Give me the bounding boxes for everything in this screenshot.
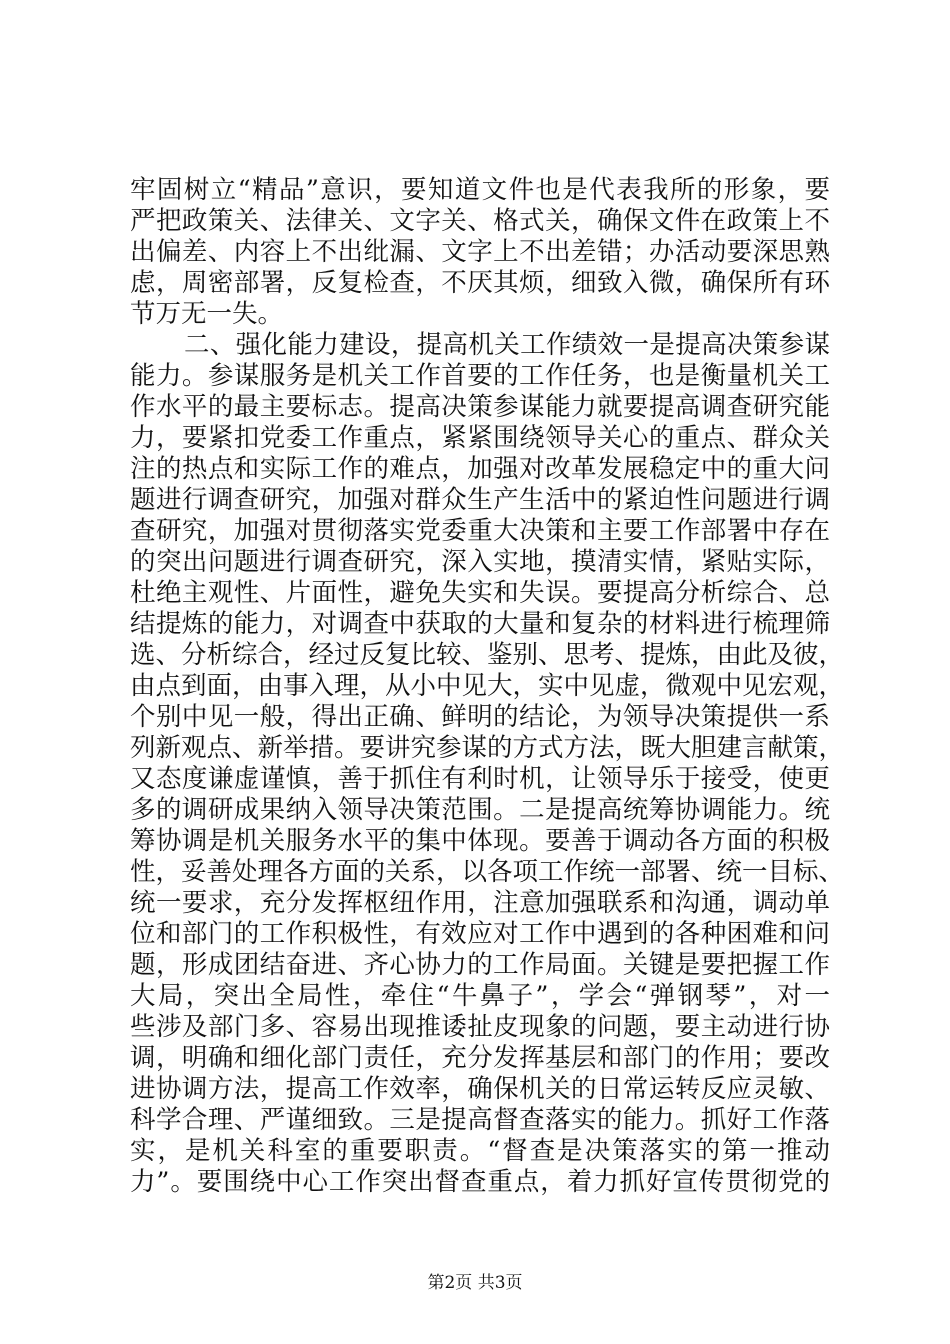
text-line: 注的热点和实际工作的难点，加强对改革发展稳定中的重大问 (130, 454, 830, 484)
text-line: 虑，周密部署，反复检查，不厌其烦，细致入微，确保所有环 (130, 268, 830, 298)
text-line: 能力。参谋服务是机关工作首要的工作任务，也是衡量机关工 (130, 361, 830, 391)
text-line: 又态度谦虚谨慎，善于抓住有利时机，让领导乐于接受，使更 (130, 764, 830, 794)
text-line: 科学合理、严谨细致。三是提高督查落实的能力。抓好工作落 (130, 1105, 830, 1135)
text-line: 性，妥善处理各方面的关系，以各项工作统一部署、统一目标、 (130, 857, 845, 887)
text-line: 进协调方法，提高工作效率，确保机关的日常运转反应灵敏、 (130, 1074, 830, 1104)
text-line: 实，是机关科室的重要职责。“督查是决策落实的第一推动 (130, 1136, 830, 1166)
body-text (130, 175, 845, 1198)
text-line: 个别中见一般，得出正确、鲜明的结论，为领导决策提供一系 (130, 702, 830, 732)
text-line: 力”。要围绕中心工作突出督查重点，着力抓好宣传贯彻党的 (130, 1167, 830, 1197)
text-line: 由点到面，由事入理，从小中见大，实中见虚，微观中见宏观， (130, 671, 845, 701)
section-heading-line: 二、强化能力建设，提高机关工作绩效一是提高决策参谋 (184, 330, 830, 360)
text-line: 出偏差、内容上不出纰漏、文字上不出差错；办活动要深思熟 (130, 237, 830, 267)
text-line: 选、分析综合，经过反复比较、鉴别、思考、提炼，由此及彼， (130, 640, 845, 670)
text-line: 结提炼的能力，对调查中获取的大量和复杂的材料进行梳理筛 (130, 609, 830, 639)
text-line: 些涉及部门多、容易出现推诿扯皮现象的问题，要主动进行协 (130, 1012, 830, 1042)
text-line: 严把政策关、法律关、文字关、格式关，确保文件在政策上不 (130, 206, 830, 236)
text-line: 筹协调是机关服务水平的集中体现。要善于调动各方面的积极 (130, 826, 830, 856)
text-line: 调，明确和细化部门责任，充分发挥基层和部门的作用；要改 (130, 1043, 830, 1073)
text-line: 查研究，加强对贯彻落实党委重大决策和主要工作部署中存在 (130, 516, 830, 546)
page-number-footer: 第2页 共3页 (427, 1273, 523, 1293)
text-line: 统一要求，充分发挥枢纽作用，注意加强联系和沟通，调动单 (130, 888, 830, 918)
text-line: 多的调研成果纳入领导决策范围。二是提高统筹协调能力。统 (130, 795, 830, 825)
text-line: 位和部门的工作积极性，有效应对工作中遇到的各种困难和问 (130, 919, 830, 949)
text-line: 列新观点、新举措。要讲究参谋的方式方法，既大胆建言献策， (130, 733, 845, 763)
text-line: 的突出问题进行调查研究，深入实地，摸清实情，紧贴实际， (130, 547, 830, 577)
text-line: 题，形成团结奋进、齐心协力的工作局面。关键是要把握工作 (130, 950, 830, 980)
text-line: 题进行调查研究，加强对群众生产生活中的紧迫性问题进行调 (130, 485, 830, 515)
text-line: 杜绝主观性、片面性，避免失实和失误。要提高分析综合、总 (130, 578, 830, 608)
text-line: 力，要紧扣党委工作重点，紧紧围绕领导关心的重点、群众关 (130, 423, 830, 453)
text-line: 牢固树立“精品”意识，要知道文件也是代表我所的形象，要 (130, 175, 830, 205)
text-line: 节万无一失。 (130, 299, 284, 329)
text-line: 作水平的最主要标志。提高决策参谋能力就要提高调查研究能 (130, 392, 830, 422)
text-line: 大局，突出全局性，牵住“牛鼻子”，学会“弹钢琴”，对一 (130, 981, 830, 1011)
